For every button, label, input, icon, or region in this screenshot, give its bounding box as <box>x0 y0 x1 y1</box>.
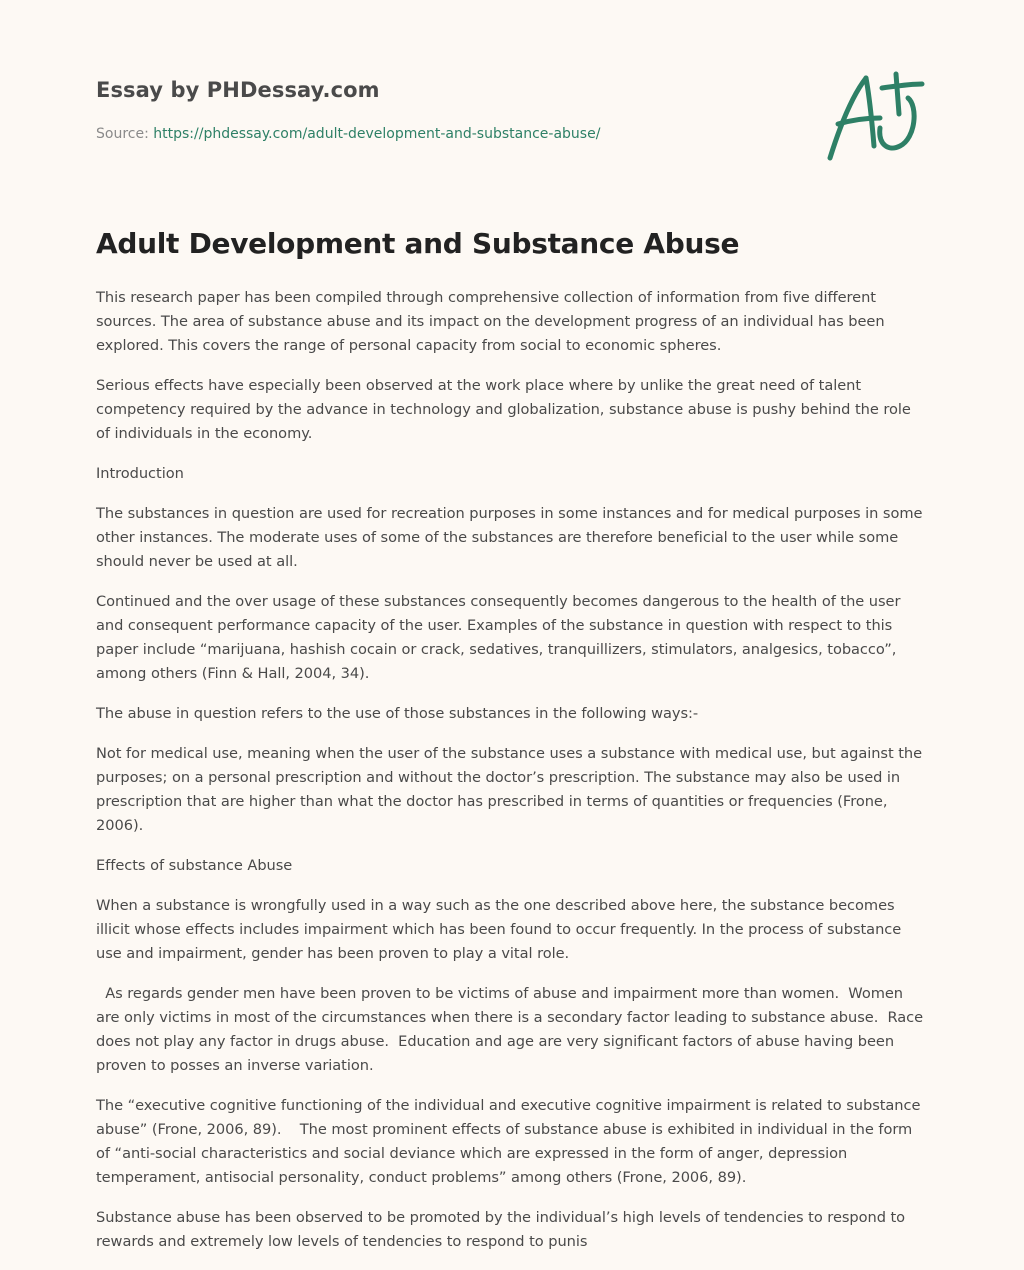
paragraph: When a substance is wrongfully used in a way such as the one described above here, the substance becomes illicit whose effects includes impairment which has been found to occur frequently. In the process of substance use and impairment, gender has been proven to play a vital role. <box>96 897 902 962</box>
section-heading: Effects of substance Abuse <box>96 857 293 874</box>
paragraph: The abuse in question refers to the use of those substances in the following ways:- <box>96 705 699 722</box>
paragraph: As regards gender men have been proven to be victims of abuse and impairment more than women. Women are only victims in most of the circumstances when there is a secondary factor leading to substance abuse. Race does not play any factor in drugs abuse. Education and age are very significant factors of abuse having been proven to posses an inverse variation. <box>96 985 928 1074</box>
a-plus-grade-icon <box>820 66 930 166</box>
brand-title: Essay by PHDessay.com <box>96 78 380 102</box>
article-body <box>96 286 928 1270</box>
source-link[interactable]: https://phdessay.com/adult-development-and-substance-abuse/ <box>153 126 601 142</box>
article-title: Adult Development and Substance Abuse <box>96 227 740 260</box>
paragraph: This research paper has been compiled through comprehensive collection of information from five different sources. The area of substance abuse and its impact on the development progress of an individual has been explored. This covers the range of personal capacity from social to economic spheres. <box>96 289 885 354</box>
paragraph: The “executive cognitive functioning of the individual and executive cognitive impairment is related to substance abuse” (Frone, 2006, 89). The most prominent effects of substance abuse is exhibited in individual in the form of “anti-social characteristics and social deviance which are expressed in the form of anger, depression temperament, antisocial personality, conduct problems” among others (Frone, 2006, 89). <box>96 1097 926 1186</box>
paragraph: Continued and the over usage of these substances consequently becomes dangerous to the health of the user and consequent performance capacity of the user. Examples of the substance in question with respect to this paper include “marijuana, hashish cocain or crack, sedatives, tranquillizers, stimulators, analgesics, tobacco”, among others (Finn & Hall, 2004, 34). <box>96 593 901 682</box>
source-line <box>96 124 796 144</box>
paragraph: Serious effects have especially been observed at the work place where by unlike the great need of talent competency required by the advance in technology and globalization, substance abuse is pushy behind the role of individuals in the economy. <box>96 377 911 442</box>
section-heading: Introduction <box>96 465 184 482</box>
paragraph: The substances in question are used for recreation purposes in some instances and for medical purposes in some other instances. The moderate uses of some of the substances are therefore beneficial to the user while some should never be used at all. <box>96 505 923 570</box>
paragraph: Substance abuse has been observed to be promoted by the individual’s high levels of tendencies to respond to rewards and extremely low levels of tendencies to respond to punis <box>96 1209 906 1250</box>
source-label: Source: <box>96 126 154 142</box>
page-header <box>96 76 796 144</box>
paragraph: Not for medical use, meaning when the user of the substance uses a substance with medical use, but against the purposes; on a personal prescription and without the doctor’s prescription. The substance may also be used in prescription that are higher than what the doctor has prescribed in terms of quantities or frequencies (Frone, 2006). <box>96 745 923 834</box>
